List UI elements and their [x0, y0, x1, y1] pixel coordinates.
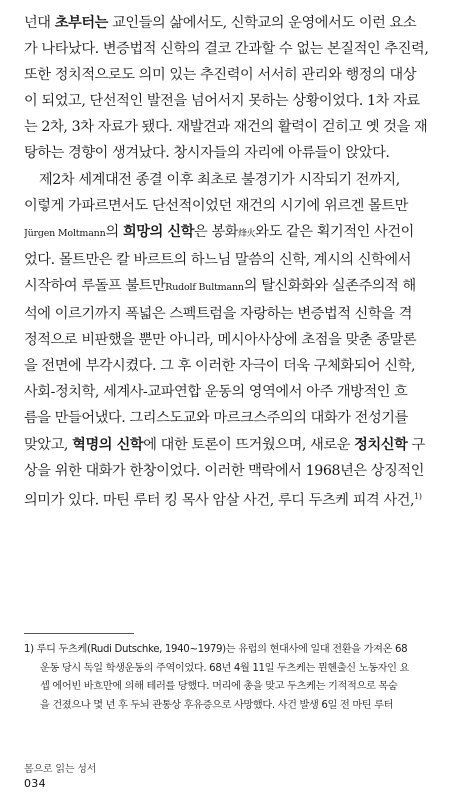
text-line: 름을 만들어냈다. 그리스도교와 마르크스주의의 대화가 전성기를	[24, 410, 408, 427]
latin-name: Jürgen Moltmann	[24, 227, 106, 239]
text-span: 시작하여 루돌프 불트만	[24, 277, 166, 294]
text-line: 을 전면에 부각시켰다. 그 후 이러한 자극이 더욱 구체화되어 신학,	[24, 358, 416, 375]
emphasis-text: 정치신학	[354, 436, 408, 453]
running-title: 몸으로 읽는 성서	[24, 764, 97, 775]
paragraph-1	[24, 10, 456, 167]
text-span: 구	[407, 436, 425, 453]
text-line	[24, 273, 456, 301]
footnote-marker: 1)	[414, 491, 422, 501]
latin-name: Rudolf Bultmann	[165, 281, 244, 293]
footnote-line: 셉 에어빈 바흐만에 의해 테러를 당했다. 머리에 총을 맞고 두츠케는 기적적으로 목숨	[40, 681, 398, 693]
text-line: 가 나타났다. 변증법적 신학의 결코 간과할 수 없는 본질적인 추진력,	[24, 41, 429, 58]
text-line: 이렇게 가파르면서도 단선적이었던 재건의 시기에 위르겐 몰트만	[24, 197, 408, 214]
text-line: 었다. 몰트만은 칼 바르트의 하느님 말씀의 신학, 계시의 신학에서	[24, 251, 412, 268]
text-line: 석에 이르기까지 폭넓은 스펙트럼을 자랑하는 변증법적 신학을 격	[24, 306, 413, 323]
text-span: 맞았고,	[24, 436, 73, 453]
text-line	[24, 484, 456, 514]
text-span: 은 봉화	[194, 223, 239, 240]
text-line: 탕하는 경향이 생겨났다. 창시자들의 자리에 아류들이 앉았다.	[24, 145, 390, 162]
text-line	[24, 219, 456, 247]
footnote-line: 1) 루디 두츠케(Rudi Dutschke, 1940~1979)는 유럽의 현대사에 일대 전환을 가져온 68	[24, 644, 408, 655]
text-line: 정적으로 비판했을 뿐만 아니라, 메시아사상에 초점을 맞춘 종말론	[24, 332, 417, 349]
text-span: 의미가 있다. 마틴 루터 킹 목사 암살 사건, 루디 두츠케 피격 사건,	[24, 492, 415, 509]
text-line	[24, 432, 456, 458]
text-span: 와도 같은 획기적인 사건이	[255, 223, 414, 240]
emphasis-text: 희망의 신학	[122, 223, 195, 240]
footnote	[24, 641, 454, 715]
text-line: 또한 정치적으로도 의미 있는 추진력이 서서히 관리와 행정의 대상	[24, 67, 417, 84]
body-text	[24, 10, 456, 514]
text-span: 의 탈신화화와 실존주의적 해	[243, 277, 416, 294]
text-line: 사회-정치학, 세계사-교파연합 운동의 영역에서 아주 개방적인 흐	[24, 384, 408, 401]
text-line: 는 2차, 3차 자료가 됐다. 재발견과 재건의 활력이 걷히고 옛 것을 재	[24, 119, 428, 136]
paragraph-2	[24, 167, 456, 514]
text-span: 넌대	[24, 15, 55, 31]
page-number: 034	[24, 777, 46, 790]
hanja-text: 烽火	[238, 228, 256, 239]
text-line: 이 되었고, 단선적인 발전을 넘어서지 못하는 상황이었다. 1차 자료	[24, 93, 420, 110]
text-line	[24, 10, 456, 36]
text-span: 에 대한 토론이 뜨거웠으며, 새로운	[143, 436, 355, 453]
footnote-divider	[24, 633, 134, 634]
text-line: 상을 위한 대화가 한창이었다. 이러한 맥락에서 1968년은 상징적인	[24, 462, 425, 479]
text-span: 의	[105, 223, 123, 240]
text-span: 교인들의 삶에서도, 신학교의 운영에서도 이런 요소	[107, 15, 417, 31]
text-line: 제2차 세계대전 종결 이후 최초로 불경기가 시작되기 전까지,	[39, 171, 400, 188]
emphasis-text: 혁명의 신학	[72, 436, 144, 453]
footnote-line: 을 건졌으나 몇 년 후 두뇌 관통상 후유증으로 사망했다. 사건 발생 6일 전 마틴 루터	[40, 699, 394, 711]
emphasis-text: 초부터는	[54, 15, 108, 31]
footnote-line: 운동 당시 독일 학생운동의 주역이었다. 68년 4월 11일 두츠케는 뮌헨출신 노동자인 요	[40, 662, 410, 674]
